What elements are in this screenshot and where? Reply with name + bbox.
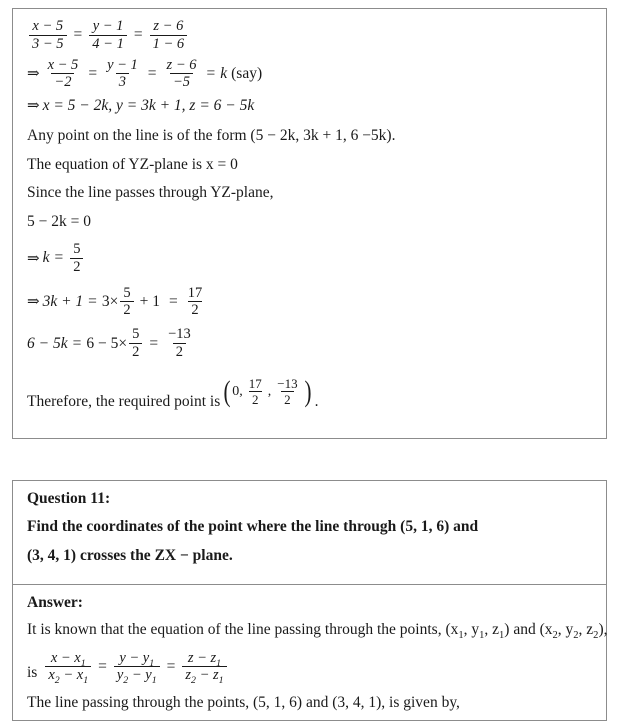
- fraction-2: [104, 58, 141, 91]
- k-variable: k: [220, 64, 228, 82]
- question-section: [13, 481, 606, 584]
- text-yz-plane-equation: The equation of YZ-plane is x = 0: [27, 155, 238, 173]
- intro-part-d: ) and (x: [504, 621, 553, 638]
- equals-sign: =: [88, 292, 97, 310]
- fraction-denominator: 3 − 5: [29, 35, 67, 52]
- fraction-numerator: y − 1: [107, 56, 138, 73]
- subscript: 1: [216, 657, 222, 669]
- subscript: 2: [123, 675, 129, 687]
- equals-sign: =: [133, 26, 143, 44]
- expression-lhs: 6 − 5k: [27, 334, 68, 352]
- fraction-result: [165, 327, 194, 360]
- coordinate-y: [246, 377, 265, 407]
- parametric-coordinates: x = 5 − 2k, y = 3k + 1, z = 6 − 5k: [42, 96, 255, 114]
- fraction-denominator: 2: [129, 343, 142, 360]
- equals-sign: =: [88, 64, 98, 82]
- implies-arrow-icon: ⇒: [27, 66, 40, 83]
- fraction-3: [150, 19, 188, 52]
- coordinate-z: [274, 377, 300, 407]
- subscript: 1: [479, 630, 485, 642]
- equals-sign: =: [72, 334, 82, 352]
- plus-one-term: + 1: [139, 292, 161, 310]
- equals-sign: =: [166, 657, 176, 675]
- implies-arrow-icon: ⇒: [27, 294, 40, 311]
- multiplier: 3×: [101, 292, 119, 310]
- fraction-denominator: 2: [281, 391, 294, 406]
- equals-sign: =: [147, 64, 157, 82]
- subscript: 1: [458, 630, 464, 642]
- question-line-1: Find the coordinates of the point where the line through (5, 1, 6) and: [27, 517, 479, 535]
- intro-part-f: , z: [578, 621, 594, 638]
- equals-sign: =: [149, 334, 159, 352]
- equation-parametric-coords: [27, 96, 592, 115]
- intro-part-b: , y: [463, 621, 480, 638]
- fraction-denominator: $x_2 - x_1$: [45, 666, 91, 683]
- implies-arrow-icon: ⇒: [27, 98, 40, 115]
- fraction-denominator: 2: [70, 258, 83, 275]
- equals-sign: =: [54, 249, 64, 267]
- fraction-numerator: $y - y_1$: [119, 649, 155, 669]
- fraction-numerator: 5: [73, 241, 81, 258]
- text-known-equation: [27, 621, 608, 642]
- fraction-denominator: 2: [249, 391, 262, 406]
- k-variable: k: [42, 249, 50, 267]
- subscript: 1: [80, 657, 86, 669]
- equation-3k-plus-1: [27, 286, 592, 319]
- fraction-numerator: y − 1: [92, 18, 124, 34]
- question-heading: Question 11:: [27, 490, 111, 507]
- text-therefore: Therefore, the required point is: [27, 393, 221, 411]
- equals-sign: =: [73, 26, 83, 44]
- fraction-numerator: $x - x_1$: [50, 649, 86, 669]
- question-line-2: (3, 4, 1) crosses the ZX − plane.: [27, 547, 233, 564]
- fraction-numerator: 17: [187, 284, 203, 301]
- fraction-numerator: 17: [248, 375, 262, 391]
- general-line-equation: [43, 649, 228, 687]
- answer-heading: Answer:: [27, 593, 83, 611]
- subscript: 2: [573, 630, 579, 642]
- subscript: 2: [191, 675, 196, 687]
- fraction-z: [182, 649, 226, 687]
- intro-part-c: , z: [484, 621, 500, 638]
- fraction-numerator: $z - z_1$: [187, 649, 222, 669]
- fraction-denominator: 1 − 6: [150, 35, 188, 52]
- solution-panel: [12, 8, 607, 439]
- fraction-numerator: −13: [168, 326, 191, 343]
- fraction-denominator: −5: [170, 73, 193, 90]
- expression-lhs: 3k + 1: [42, 292, 84, 310]
- fraction-numerator: 5: [132, 326, 140, 343]
- fraction-1: [45, 58, 82, 91]
- fraction-five-halves: [129, 327, 142, 360]
- fraction-3: [164, 58, 200, 91]
- subscript: 2: [552, 630, 558, 642]
- fraction-numerator: 5: [123, 284, 131, 301]
- solution-body: [13, 9, 606, 419]
- comma-separator: ,: [267, 383, 272, 399]
- subscript: 2: [593, 630, 599, 642]
- fraction-k-value: [70, 242, 83, 275]
- fraction-numerator: z − 6: [153, 18, 184, 34]
- subscript: 1: [149, 657, 155, 669]
- is-label: is: [27, 664, 38, 682]
- text-line-through-points: The line passing through the points, (5, 1, 6) and (3, 4, 1), is given by,: [27, 694, 460, 712]
- fraction-denominator: −2: [51, 73, 74, 90]
- equals-sign: =: [169, 292, 178, 310]
- fraction-denominator: 2: [173, 343, 186, 360]
- equation-6-minus-5k: [27, 327, 592, 360]
- fraction-numerator: x − 5: [47, 56, 79, 73]
- fraction-y: [114, 649, 160, 687]
- fraction-numerator: x − 5: [32, 18, 64, 34]
- fraction-x: [45, 649, 91, 687]
- paren-open: (: [223, 374, 231, 408]
- conclusion-row: [27, 374, 592, 414]
- fraction-result: [185, 286, 206, 319]
- fraction-five-halves: [120, 286, 133, 319]
- period: .: [314, 393, 319, 411]
- fraction-denominator: 4 − 1: [89, 35, 127, 52]
- text-since-passes: Since the line passes through YZ-plane,: [27, 184, 274, 202]
- question-answer-panel: [12, 480, 607, 721]
- fraction-denominator: 2: [120, 301, 133, 318]
- fraction-denominator: 3: [116, 73, 129, 90]
- intro-part-e: , y: [557, 621, 574, 638]
- coordinate-x: 0,: [232, 383, 243, 399]
- fraction-denominator: $z_2 - z_1$: [182, 666, 226, 683]
- answer-section: [13, 585, 606, 717]
- equals-sign: =: [98, 657, 107, 675]
- fraction-numerator: −13: [277, 375, 298, 391]
- subscript: 1: [151, 675, 157, 687]
- fraction-2: [89, 19, 127, 52]
- subscript: 2: [54, 675, 60, 687]
- fraction-denominator: 2: [188, 301, 201, 318]
- text-any-point: Any point on the line is of the form (5 − 2k, 3k + 1, 6 −5k).: [27, 127, 396, 145]
- implies-arrow-icon: ⇒: [27, 250, 40, 267]
- intro-part-a: It is known that the equation of the line passing through the points, (x: [27, 621, 459, 638]
- expression-middle: 6 − 5×: [86, 334, 128, 352]
- equation-parameter-k: [27, 58, 592, 91]
- subscript: 1: [499, 630, 505, 642]
- subscript: 1: [218, 675, 224, 687]
- fraction-numerator: z − 6: [166, 56, 197, 73]
- intro-part-g: ),: [598, 621, 608, 638]
- equals-sign: =: [206, 64, 216, 82]
- text-solve-equation: 5 − 2k = 0: [27, 212, 91, 230]
- answer-point-tuple: [220, 374, 314, 408]
- fraction-denominator: $y_2 - y_1$: [114, 666, 160, 683]
- equation-k-value: [27, 242, 592, 275]
- general-line-equation-row: [27, 649, 592, 687]
- paren-close: ): [304, 374, 312, 408]
- equation-direction-ratios: [27, 19, 592, 52]
- say-annotation: (say): [231, 64, 263, 82]
- fraction-1: [29, 19, 67, 52]
- subscript: 1: [83, 675, 89, 687]
